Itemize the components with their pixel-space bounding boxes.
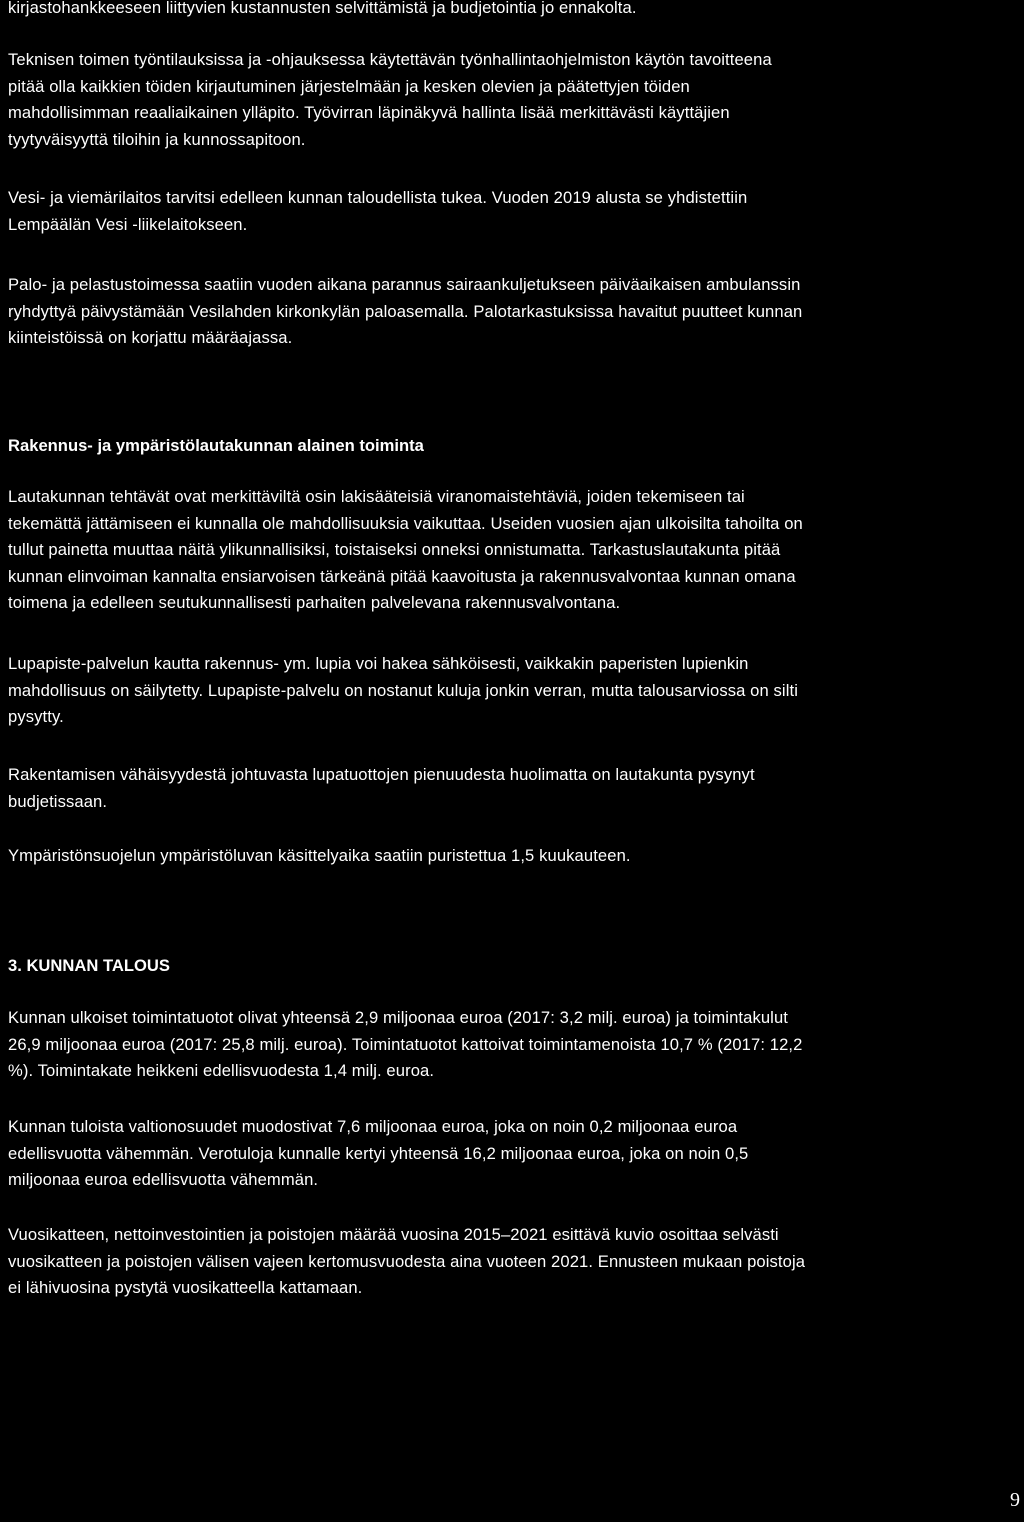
text-line: Teknisen toimen työntilauksissa ja -ohjauksessa käytettävän työnhallintaohjelmiston käytön tavoitteena	[8, 50, 772, 69]
paragraph-rescue-services	[8, 272, 1014, 352]
text-line: pysytty.	[8, 707, 64, 726]
paragraph-operating-income	[8, 1005, 1014, 1085]
text-line: Lautakunnan tehtävät ovat merkittäviltä osin lakisääteisiä viranomaistehtäviä, joiden tekemiseen tai	[8, 487, 745, 506]
text-line: kunnan elinvoiman kannalta ensiarvoisen tärkeänä pitää kaavoitusta ja rakennusvalvontaa kunnan omana	[8, 566, 796, 586]
paragraph-state-subsidies	[8, 1114, 1014, 1194]
paragraph-library-costs	[8, 0, 1014, 22]
text-line: Palo- ja pelastustoimessa saatiin vuoden aikana parannus sairaankuljetukseen päiväaikaisen ambulanssin	[8, 275, 801, 294]
text-line: ei lähivuosina pystytä vuosikatteella kattamaan.	[8, 1278, 363, 1297]
paragraph-board-duties	[8, 484, 1014, 617]
text-line: kirjastohankkeeseen liittyvien kustannusten selvittämistä ja budjetointia jo ennakolta.	[8, 0, 637, 17]
paragraph-water-utility	[8, 185, 1014, 238]
text-line: pitää olla kaikkien töiden kirjautuminen järjestelmään ja kesken olevien ja päätettyjen töiden	[8, 76, 690, 96]
text-line: toimena ja edelleen seutukunnallisesti parhaiten palvelevana rakennusvalvontana.	[8, 593, 621, 612]
text-line: vuosikatteen ja poistojen välisen vajeen kertomusvuodesta aina vuoteen 2021. Ennusteen mukaan poistoja	[8, 1251, 806, 1271]
text-line: %). Toimintakate heikkeni edellisvuodesta 1,4 milj. euroa.	[8, 1061, 435, 1080]
text-line: Lupapiste-palvelun kautta rakennus- ym. lupia voi hakea sähköisesti, vaikkakin paperisten lupienkin	[8, 654, 749, 673]
text-line: mahdollisuus on säilytetty. Lupapiste-palvelu on nostanut kuluja jonkin verran, mutta talousarviossa on silti	[8, 680, 799, 700]
text-line: kiinteistöissä on korjattu määräajassa.	[8, 328, 293, 347]
text-line: 26,9 miljoonaa euroa (2017: 25,8 milj. euroa). Toimintatuotot kattoivat toimintamenoista 10,7 % (2017: 12,2	[8, 1034, 803, 1054]
text-line: Lempäälän Vesi -liikelaitokseen.	[8, 214, 248, 234]
paragraph-environmental-permit	[8, 843, 1014, 870]
section-heading-municipal-finances: 3. KUNNAN TALOUS	[8, 956, 170, 975]
text-line: budjetissaan.	[8, 791, 108, 811]
text-line: Kunnan ulkoiset toimintatuotot olivat yhteensä 2,9 miljoonaa euroa (2017: 3,2 milj. euroa) ja toimintakulut	[8, 1008, 788, 1027]
text-line: Vesi- ja viemärilaitos tarvitsi edelleen kunnan taloudellista tukea. Vuoden 2019 alusta se yhdistettiin	[8, 188, 748, 207]
text-line: tyytyväisyyttä tiloihin ja kunnossapitoon.	[8, 129, 306, 149]
paragraph-permit-revenue	[8, 762, 1014, 815]
text-line: Ympäristönsuojelun ympäristöluvan käsittelyaika saatiin puristettua 1,5 kuukauteen.	[8, 846, 631, 865]
text-line: miljoonaa euroa edellisvuotta vähemmän.	[8, 1170, 319, 1189]
paragraph-work-management	[8, 47, 1014, 153]
text-line: mahdollisimman reaaliaikainen ylläpito. Työvirran läpinäkyvä hallinta lisää merkittävästi käyttäjien	[8, 103, 730, 122]
text-line: tekemättä jättämiseen ei kunnalla ole mahdollisuuksia vaikuttaa. Useiden vuosien ajan ulkoisilta tahoilta on	[8, 513, 803, 533]
text-line: edellisvuotta vähemmän. Verotuloja kunnalle kertyi yhteensä 16,2 miljoonaa euroa, joka on noin 0,5	[8, 1143, 749, 1163]
text-line: ryhdyttyä päivystämään Vesilahden kirkonkylän paloasemalla. Palotarkastuksissa havaitut puutteet kunnan	[8, 301, 803, 321]
text-line: tullut painetta muuttaa näitä ylikunnallisiksi, toistaiseksi onneksi onnistumatta. Tarkastuslautakunta pitää	[8, 540, 781, 559]
paragraph-annual-margin	[8, 1222, 1014, 1302]
text-line: Vuosikatteen, nettoinvestointien ja poistojen määrää vuosina 2015–2021 esittävä kuvio osoittaa selvästi	[8, 1225, 779, 1244]
page-number: 9	[1010, 1489, 1020, 1511]
text-line: Kunnan tuloista valtionosuudet muodostivat 7,6 miljoonaa euroa, joka on noin 0,2 miljoonaa euroa	[8, 1117, 738, 1136]
text-line: Rakentamisen vähäisyydestä johtuvasta lupatuottojen pienuudesta huolimatta on lautakunta pysynyt	[8, 765, 755, 784]
section-heading-building-environment: Rakennus- ja ympäristölautakunnan alainen toiminta	[8, 436, 424, 455]
paragraph-lupapiste-service	[8, 651, 1014, 731]
